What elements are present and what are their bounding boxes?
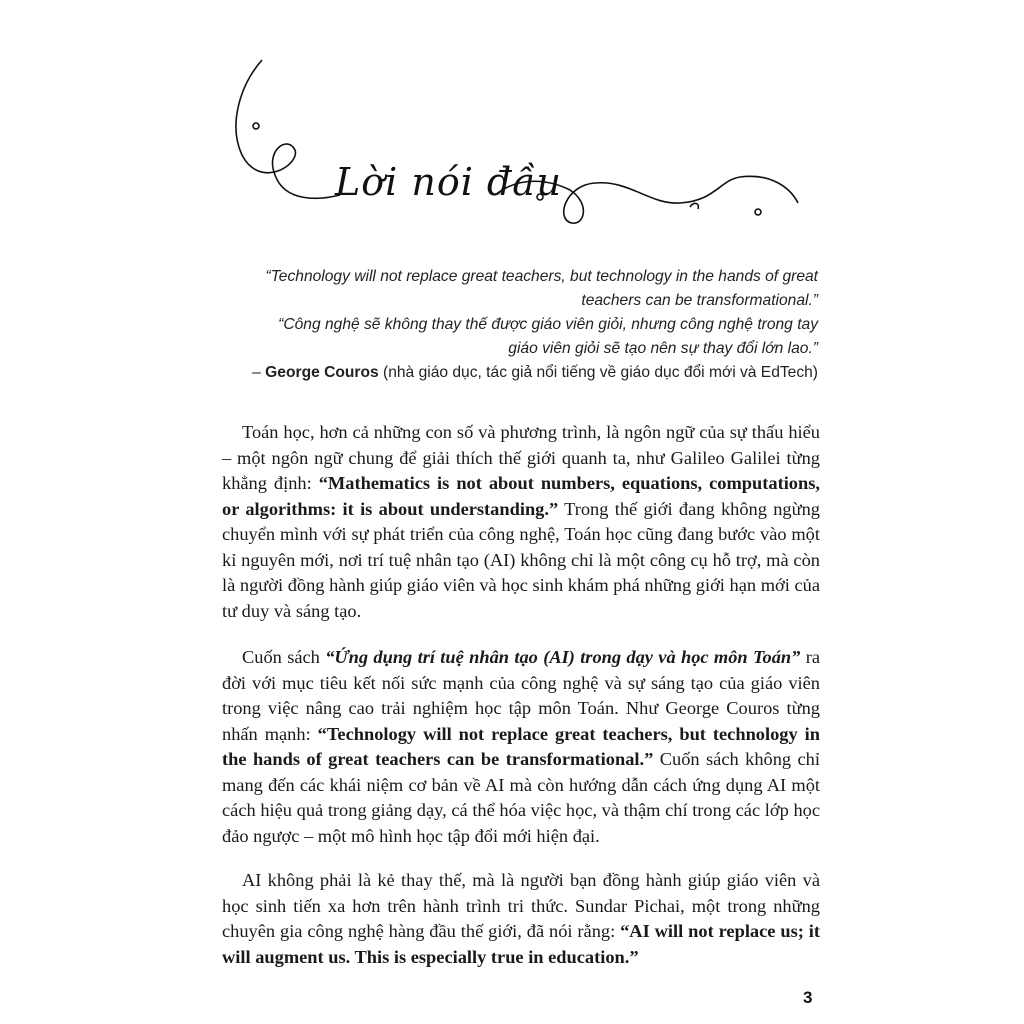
epigraph-quote-vi-line-1: “Công nghệ sẽ không thay thế được giáo viên giỏi, nhưng công nghệ trong tay — [278, 316, 818, 333]
page-number: 3 — [803, 988, 813, 1007]
attribution-description: (nhà giáo dục, tác giả nổi tiếng về giáo dục đổi mới và EdTech) — [378, 364, 818, 381]
attribution-dash: – — [252, 364, 266, 381]
couros-quote: “Technology will not replace great teachers, but technology in the hands of great teachers can be transformational.” — [222, 723, 820, 769]
epigraph — [232, 265, 818, 385]
epigraph-quote-en-line-2: teachers can be transformational.” — [581, 292, 818, 309]
book-title: “Ứng dụng trí tuệ nhân tạo (AI) trong dạy và học môn Toán” — [325, 647, 801, 667]
paragraph-2 — [222, 645, 820, 849]
epigraph-quote-en-line-1: “Technology will not replace great teachers, but technology in the hands of great — [265, 268, 818, 285]
paragraph-2-text-b: ra đời với mục tiêu kết nối sức mạnh của công nghệ và sự sáng tạo của giáo viên trong việc nâng cao trải nghiệm học tập môn Toán. Như George Couros từng nhấn mạnh: — [222, 647, 820, 744]
paragraph-3-text-a: AI không phải là kẻ thay thế, mà là người bạn đồng hành giúp giáo viên và học sinh tiến xa hơn trên hành trình tri thức. Sundar Pichai, một trong những chuyên gia công nghệ hàng đầu thế giới, đã nói rằng: — [222, 870, 820, 941]
page-title: Lời nói đầu — [335, 160, 563, 204]
flourish-small-curl — [690, 203, 698, 209]
epigraph-quote-vi-line-2: giáo viên giỏi sẽ tạo nên sự thay đổi lớn lao.” — [508, 340, 818, 357]
paragraph-2-text-c: Cuốn sách không chỉ mang đến các khái niệm cơ bản về AI mà còn hướng dẫn cách ứng dụng AI một cách hiệu quả trong giảng dạy, cá thể hóa việc học, và thậm chí trong các lớp học đảo ngược – một mô hình học tập đổi mới hiện đại. — [222, 749, 820, 846]
epigraph-attribution — [232, 361, 818, 385]
paragraph-1 — [222, 420, 820, 624]
pichai-quote: “AI will not replace us; it will augment us. This is especially true in education.” — [222, 921, 820, 967]
paragraph-1-text-b: Trong thế giới đang không ngừng chuyển mình với sự phát triển của công nghệ, Toán học cũng đang bước vào một kỉ nguyên mới, nơi trí tuệ nhân tạo (AI) không chỉ là một công cụ hỗ trợ, mà còn là người đồng hành giúp giáo viên và học sinh khám phá những giới hạn mới của tư duy và sáng tạo. — [222, 498, 820, 621]
galileo-quote: “Mathematics is not about numbers, equations, computations, or algorithms: it is about understanding.” — [222, 473, 820, 519]
attribution-name: George Couros — [265, 364, 379, 381]
paragraph-3 — [222, 868, 820, 970]
flourish-dot-right — [755, 209, 761, 215]
paragraph-2-text-a: Cuốn sách — [242, 647, 326, 667]
decorative-flourish — [220, 55, 800, 245]
flourish-dot-left — [253, 123, 259, 129]
paragraph-1-text-a: Toán học, hơn cả những con số và phương trình, là ngôn ngữ của sự thấu hiểu – một ngôn ngữ chung để giải thích thế giới quanh ta, như Galileo Galilei từng khẳng định: — [222, 422, 820, 493]
flourish-left-swirl — [236, 60, 340, 198]
